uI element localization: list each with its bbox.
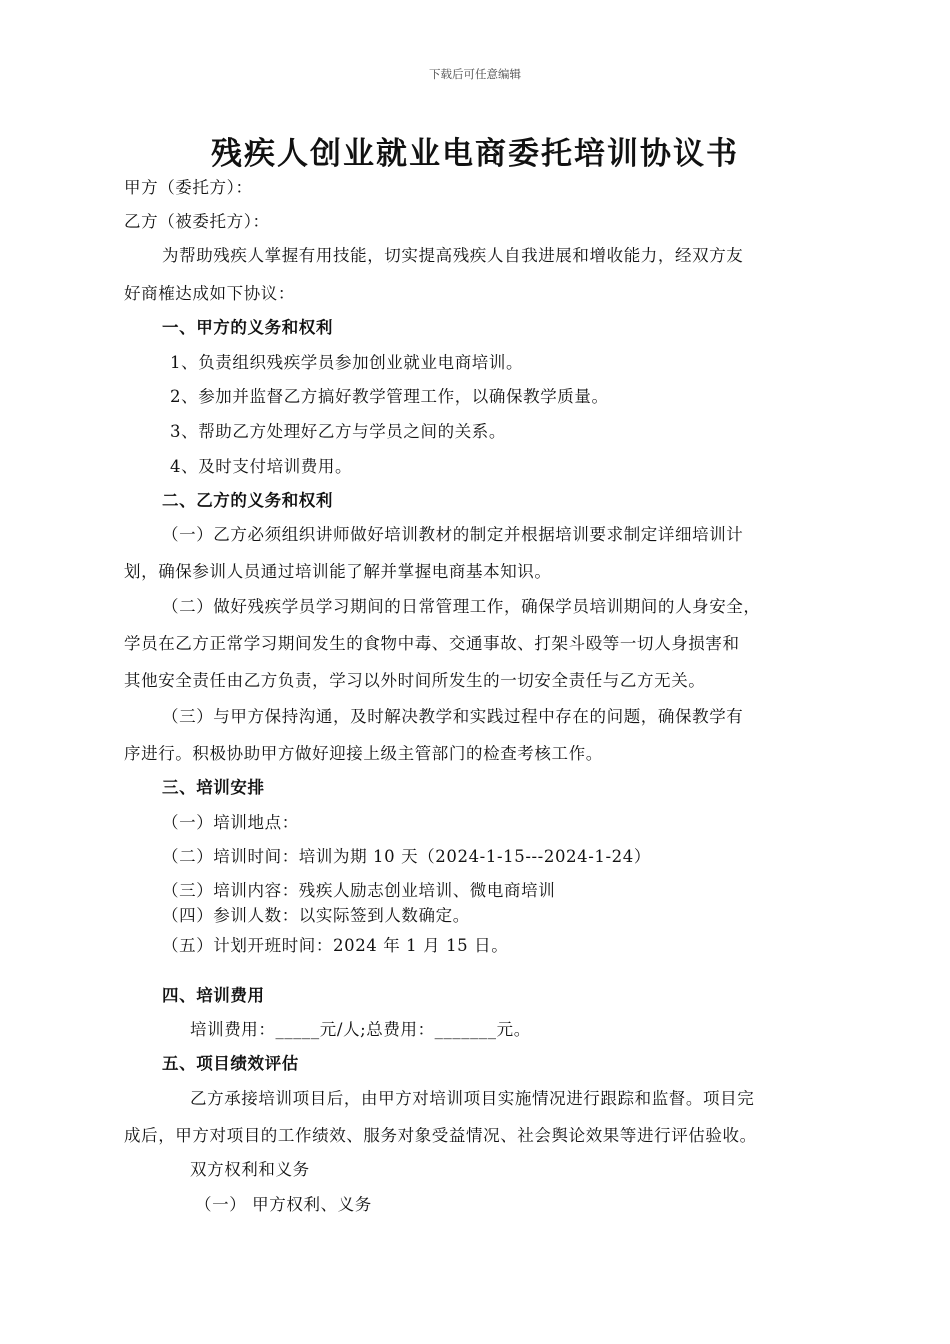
section4-heading: 四、培训费用 [162, 986, 265, 1005]
section2-p2-line-2: 学员在乙方正常学习期间发生的食物中毒、交通事故、打架斗殴等一切人身损害和 [124, 634, 740, 653]
section5-line-2: 成后，甲方对项目的工作绩效、服务对象受益情况、社会舆论效果等进行评估验收。 [124, 1126, 757, 1145]
page-header-note: 下载后可任意编辑 [429, 67, 521, 81]
section2-heading: 二、乙方的义务和权利 [162, 491, 333, 510]
section3-item: （二）培训时间：培训为期 10 天（2024-1-15---2024-1-24） [162, 847, 651, 866]
fee-line: 培训费用：_____元/人;总费用：_______元。 [190, 1020, 531, 1039]
section3-item: （四）参训人数：以实际签到人数确定。 [162, 906, 470, 925]
section5-heading: 五、项目绩效评估 [162, 1054, 299, 1073]
document-title: 残疾人创业就业电商委托培训协议书 [211, 136, 739, 172]
party-a-rights-subheading: （一） 甲方权利、义务 [195, 1195, 372, 1214]
section2-p3-line-1: （三）与甲方保持沟通，及时解决教学和实践过程中存在的问题，确保教学有 [162, 707, 744, 726]
rights-duties-heading: 双方权利和义务 [190, 1160, 310, 1179]
section2-p2-line-3: 其他安全责任由乙方负责，学习以外时间所发生的一切安全责任与乙方无关。 [124, 671, 706, 690]
section5-line-1: 乙方承接培训项目后，由甲方对培训项目实施情况进行跟踪和监督。项目完 [190, 1089, 755, 1108]
section1-item: 3、帮助乙方处理好乙方与学员之间的关系。 [170, 422, 506, 441]
section3-item: （一）培训地点： [162, 813, 299, 832]
section1-item: 1、负责组织残疾学员参加创业就业电商培训。 [170, 353, 524, 372]
party-a-line: 甲方（委托方）： [124, 178, 253, 197]
section1-heading: 一、甲方的义务和权利 [162, 318, 333, 337]
party-b-line: 乙方（被委托方）： [124, 212, 270, 231]
section1-item: 4、及时支付培训费用。 [170, 457, 353, 476]
section2-p1-line-1: （一）乙方必须组织讲师做好培训教材的制定并根据培训要求制定详细培训计 [162, 525, 744, 544]
section3-item: （三）培训内容：残疾人励志创业培训、微电商培训 [162, 881, 556, 900]
section2-p3-line-2: 序进行。积极协助甲方做好迎接上级主管部门的检查考核工作。 [124, 744, 603, 763]
intro-line-1: 为帮助残疾人掌握有用技能，切实提高残疾人自我进展和增收能力，经双方友 [162, 246, 744, 265]
section3-heading: 三、培训安排 [162, 778, 265, 797]
section3-item: （五）计划开班时间：2024 年 1 月 15 日。 [162, 936, 509, 955]
section1-item: 2、参加并监督乙方搞好教学管理工作，以确保教学质量。 [170, 387, 609, 406]
section2-p1-line-2: 划，确保参训人员通过培训能了解并掌握电商基本知识。 [124, 562, 552, 581]
section2-p2-line-1: （二）做好残疾学员学习期间的日常管理工作，确保学员培训期间的人身安全， [162, 597, 761, 616]
intro-line-2: 好商榷达成如下协议： [124, 284, 295, 303]
